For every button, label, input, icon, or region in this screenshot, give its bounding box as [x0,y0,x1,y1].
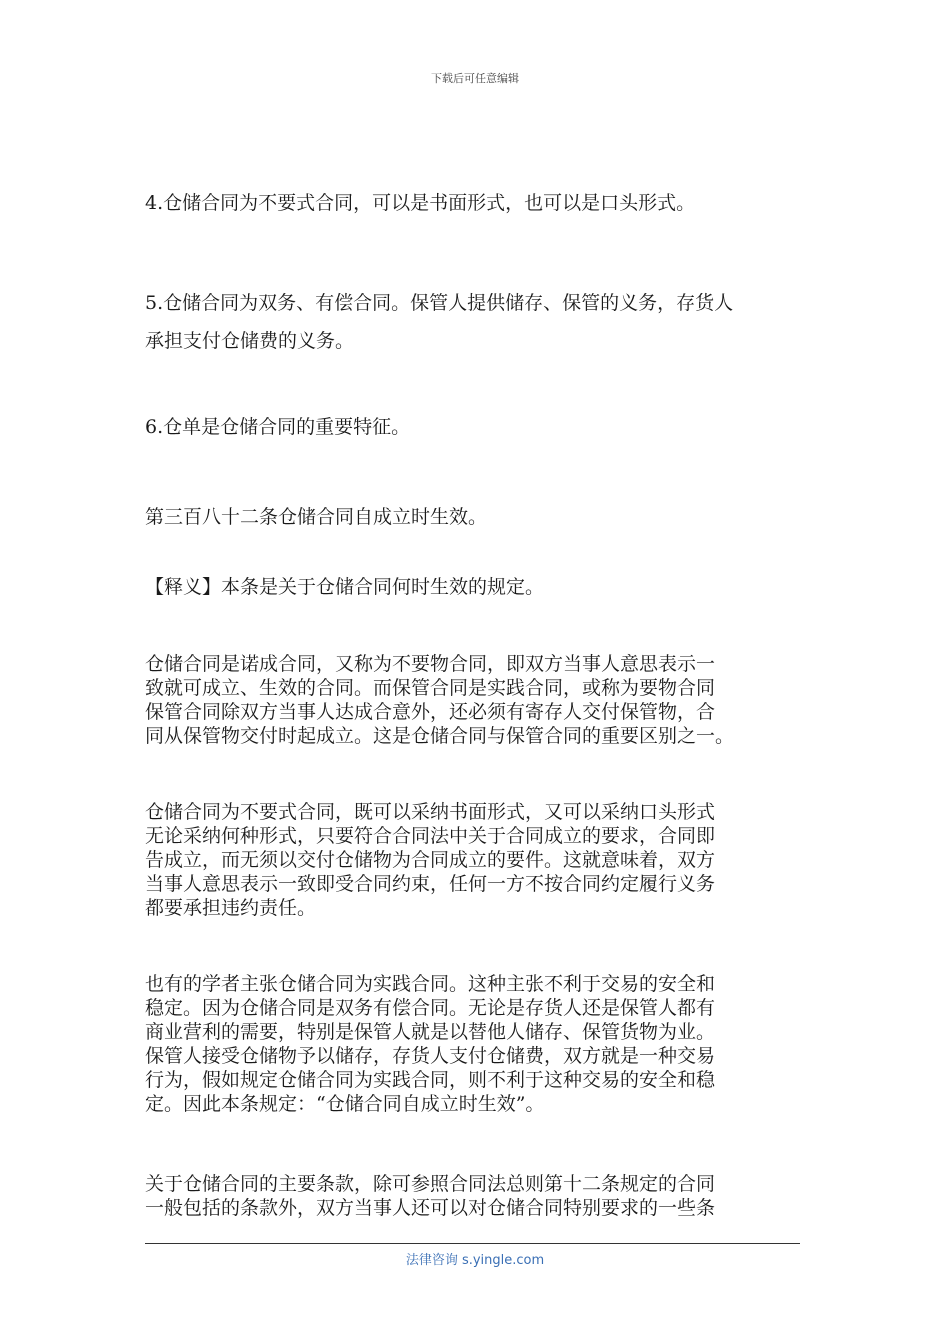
paragraph-line: 致就可成立、生效的合同。而保管合同是实践合同，或称为要物合同 [145,677,716,699]
paragraph-line: 一般包括的条款外，双方当事人还可以对仓储合同特别要求的一些条 [145,1197,716,1219]
paragraph-9 [145,1172,810,1220]
paragraph-line: 【释义】本条是关于仓储合同何时生效的规定。 [145,576,545,598]
paragraph-line: 无论采纳何种形式，只要符合合同法中关于合同成立的要求，合同即 [145,825,716,847]
paragraph-line: 仓储合同为不要式合同，既可以采纳书面形式，又可以采纳口头形式 [145,801,716,823]
paragraph-1 [145,184,810,222]
paragraph-line: 当事人意思表示一致即受合同约束，任何一方不按合同约定履行义务 [145,873,716,895]
paragraph-7 [145,800,810,920]
paragraph-line: 行为，假如规定仓储合同为实践合同，则不利于这种交易的安全和稳 [145,1069,716,1091]
paragraph-6 [145,652,810,748]
article-heading [145,498,810,536]
paragraph-2 [145,284,810,360]
paragraph-line: 保管人接受仓储物予以储存，存货人支付仓储费，双方就是一种交易 [145,1045,716,1067]
paragraph-line: 定。因此本条规定：“仓储合同自成立时生效”。 [145,1093,545,1115]
paragraph-line: 商业营利的需要，特别是保管人就是以替他人储存、保管货物为业。 [145,1021,716,1043]
paragraph-line: 保管合同除双方当事人达成合意外，还必须有寄存人交付保管物，合 [145,701,716,723]
footer-divider [145,1243,800,1244]
paragraph-line: 6.仓单是仓储合同的重要特征。 [145,416,411,438]
paragraph-line: 稳定。因为仓储合同是双务有偿合同。无论是存货人还是保管人都有 [145,997,716,1019]
paragraph-line: 承担支付仓储费的义务。 [145,330,355,352]
paragraph-line: 5.仓储合同为双务、有偿合同。保管人提供储存、保管的义务，存货人 [145,292,734,314]
paragraph-line: 同从保管物交付时起成立。这是仓储合同与保管合同的重要区别之一。 [145,725,735,747]
paragraph-line: 都要承担违约责任。 [145,897,317,919]
footer-link[interactable]: 法律咨询 s.yingle.com [405,1253,545,1268]
paragraph-line: 也有的学者主张仓储合同为实践合同。这种主张不利于交易的安全和 [145,973,716,995]
paragraph-line: 仓储合同是诺成合同，又称为不要物合同，即双方当事人意思表示一 [145,653,716,675]
paragraph-3 [145,408,810,446]
paragraph-line: 关于仓储合同的主要条款，除可参照合同法总则第十二条规定的合同 [145,1173,716,1195]
paragraph-line: 告成立，而无须以交付仓储物为合同成立的要件。这就意味着，双方 [145,849,716,871]
page-header: 下载后可任意编辑 [431,72,519,85]
paragraph-line: 第三百八十二条仓储合同自成立时生效。 [145,506,488,528]
paragraph-8 [145,972,810,1116]
paragraph-line: 4.仓储合同为不要式合同，可以是书面形式，也可以是口头形式。 [145,192,696,214]
interpretation-heading [145,568,810,606]
